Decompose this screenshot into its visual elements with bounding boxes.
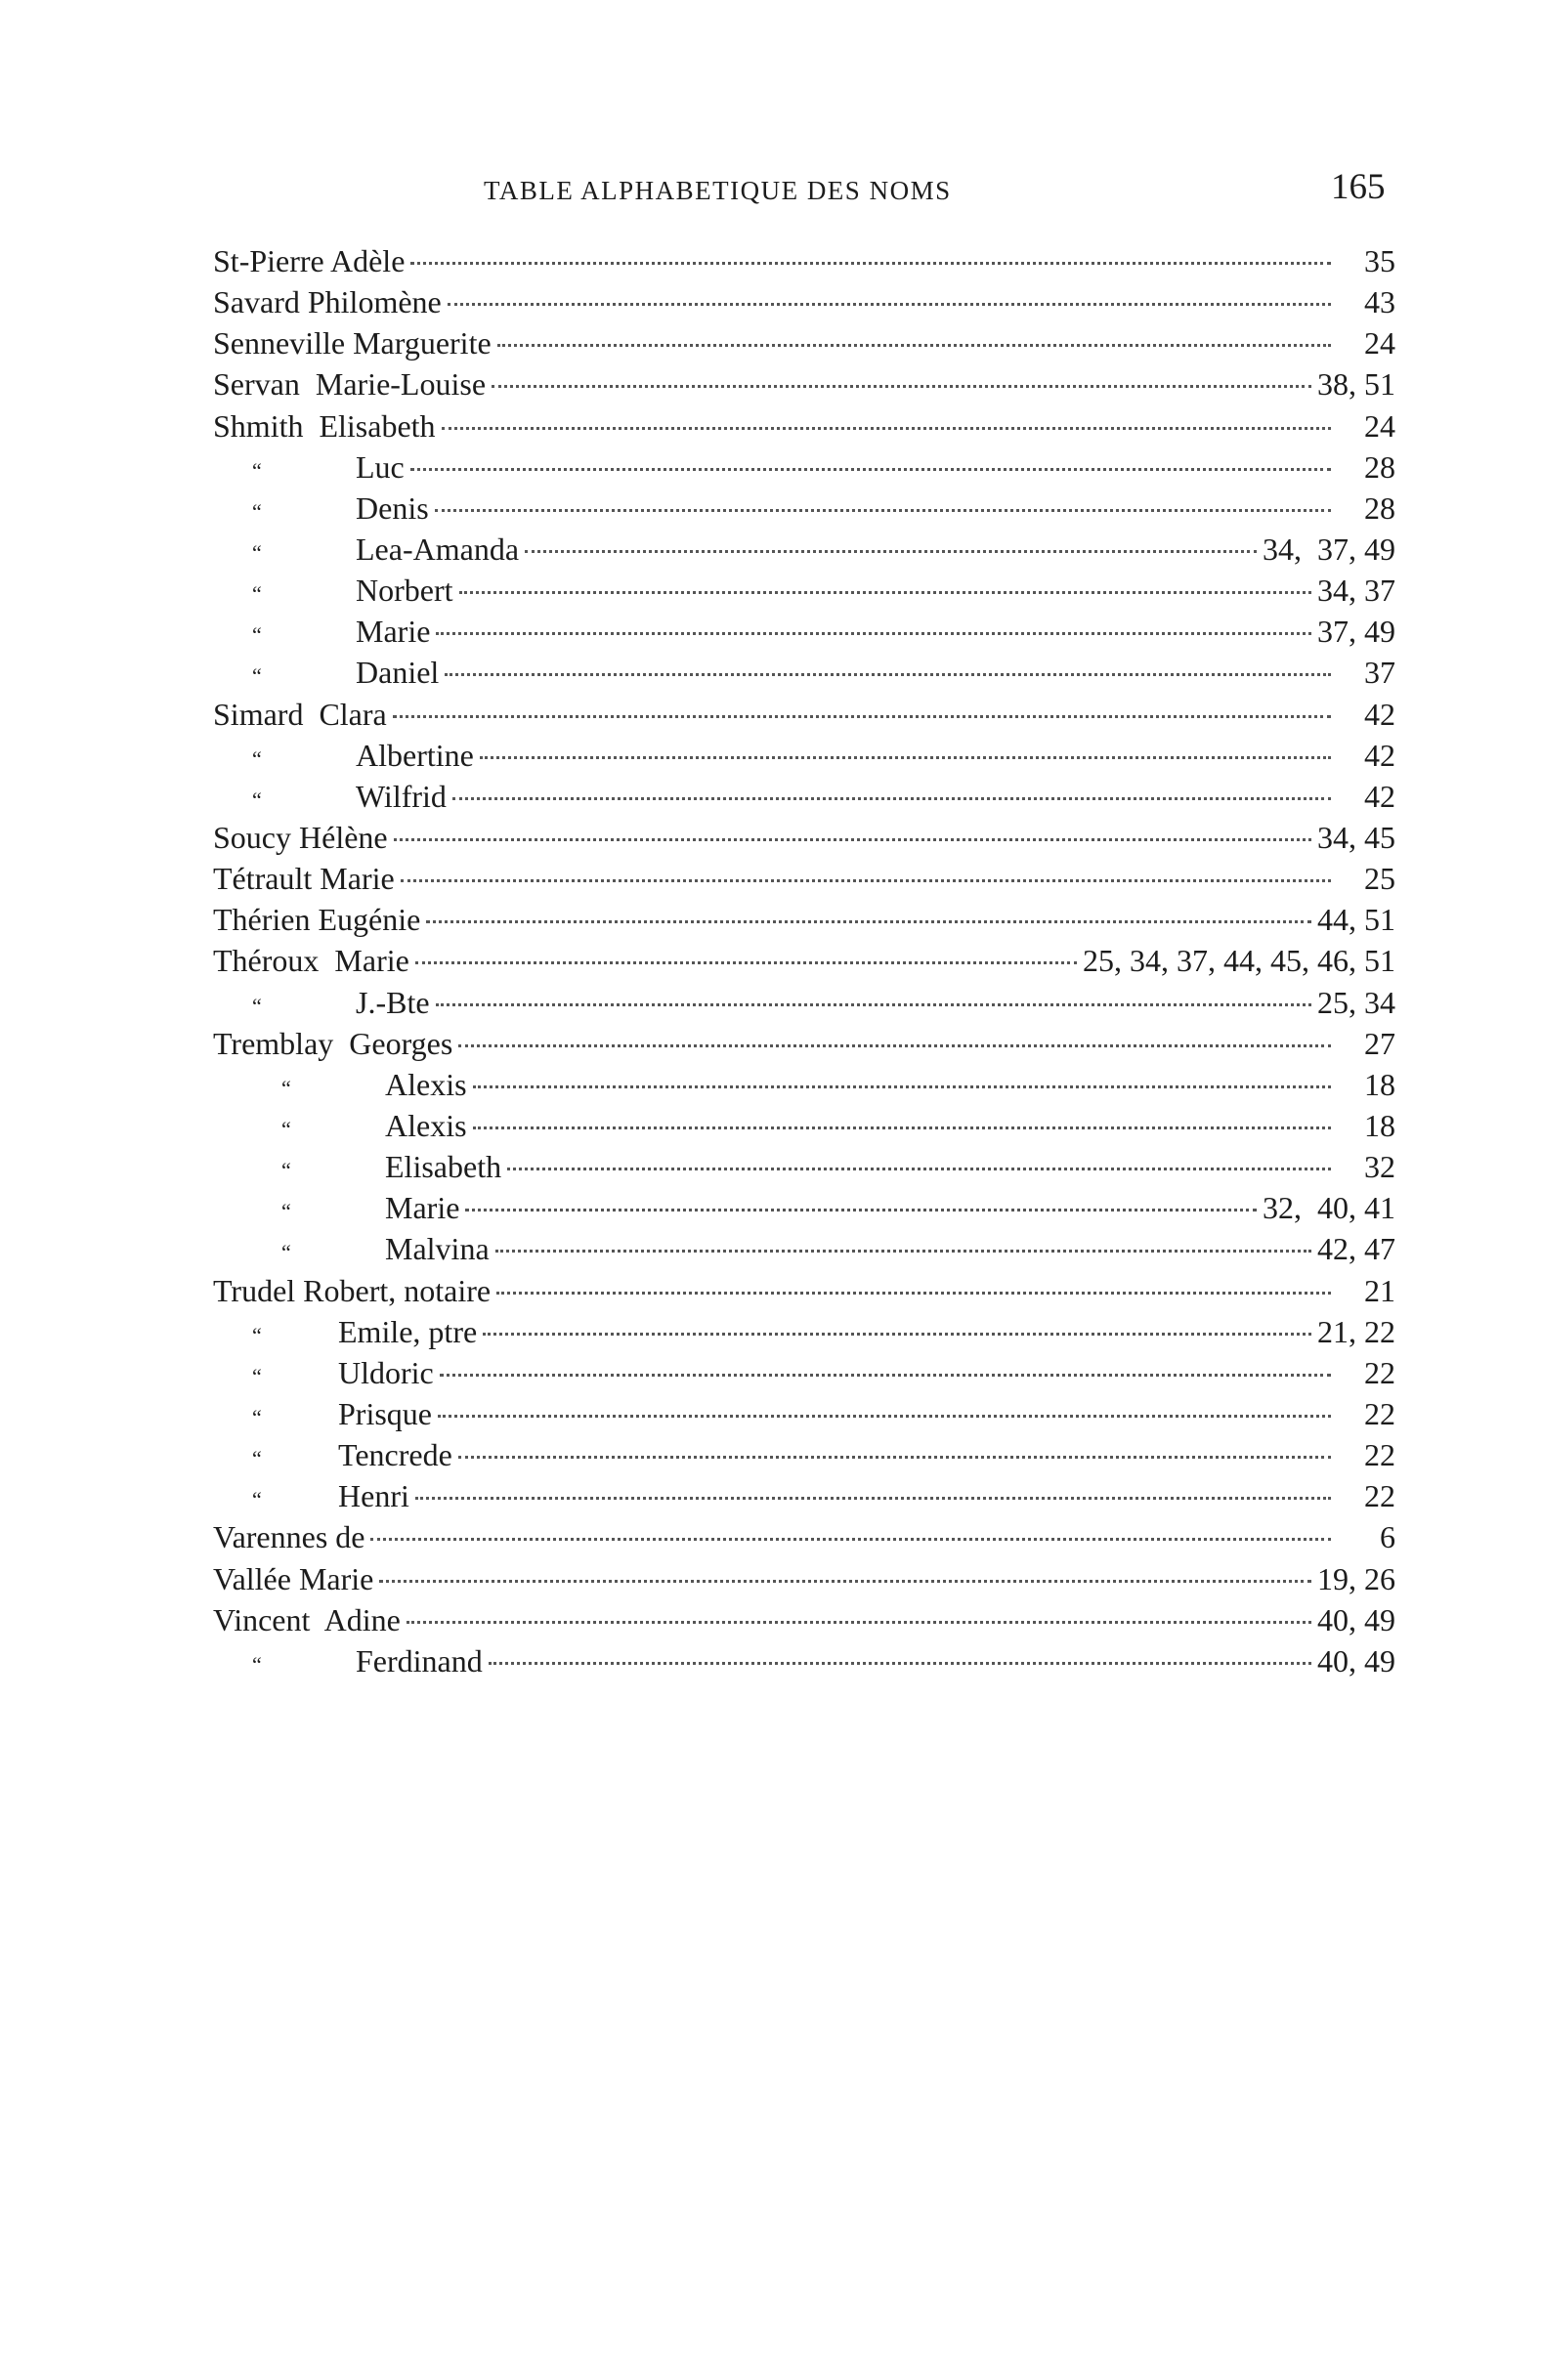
index-entry [213, 1352, 1395, 1393]
entry-pages: 32, 40, 41 [1263, 1190, 1395, 1226]
dot-leader [394, 838, 1311, 841]
entry-name: Emile, ptre [338, 1313, 478, 1349]
ditto-mark: “ [281, 1240, 291, 1265]
entry-name: Trudel Robert, notaire [213, 1272, 492, 1308]
dot-leader [370, 1538, 1331, 1541]
index-entry [213, 776, 1395, 817]
ditto-mark: “ [281, 1158, 291, 1183]
ditto-mark: “ [252, 745, 262, 771]
ditto-mark: “ [281, 1075, 291, 1100]
entry-name: Tétrault Marie [213, 861, 395, 897]
dot-leader [445, 673, 1331, 676]
entry-name: Lea-Amanda [356, 531, 520, 567]
entry-pages: 25, 34, 37, 44, 45, 46, 51 [1083, 943, 1395, 979]
entry-name: Malvina [385, 1231, 490, 1267]
dot-leader [497, 344, 1331, 347]
index-entry [213, 405, 1395, 446]
entry-pages: 37, 49 [1317, 614, 1395, 650]
entry-name: Alexis [385, 1107, 467, 1143]
dot-leader [436, 1003, 1311, 1006]
index-entry [213, 1516, 1395, 1557]
dot-leader [436, 632, 1311, 635]
entry-name: Uldoric [338, 1354, 434, 1390]
entry-name: Henri [338, 1478, 409, 1514]
entry-pages: 34, 45 [1317, 819, 1395, 855]
dot-leader [458, 1456, 1331, 1459]
ditto-mark: “ [252, 457, 262, 483]
dot-leader [440, 1374, 1331, 1377]
entry-name: Albertine [356, 737, 474, 773]
entry-pages: 37 [1364, 655, 1395, 691]
index-entry [213, 1311, 1395, 1352]
dot-leader [435, 509, 1331, 512]
entry-pages: 22 [1364, 1437, 1395, 1473]
index-entry [213, 1434, 1395, 1475]
page-number: 165 [1331, 167, 1386, 207]
index-entry [213, 858, 1395, 899]
ditto-mark: “ [252, 498, 262, 524]
index-entry [213, 281, 1395, 322]
index-entry [213, 240, 1395, 281]
entry-pages: 43 [1364, 284, 1395, 320]
dot-leader [407, 1621, 1311, 1624]
name-index-list [213, 240, 1395, 1681]
index-entry [213, 1187, 1395, 1228]
ditto-mark: “ [252, 539, 262, 565]
entry-pages: 42 [1364, 737, 1395, 773]
index-entry [213, 735, 1395, 776]
entry-pages: 25 [1364, 861, 1395, 897]
entry-name: Servan Marie-Louise [213, 366, 487, 403]
entry-name: Vallée Marie [213, 1560, 374, 1596]
dot-leader [393, 715, 1331, 718]
entry-pages: 18 [1364, 1107, 1395, 1143]
dot-leader [480, 756, 1331, 759]
entry-pages: 18 [1364, 1066, 1395, 1102]
entry-pages: 34, 37 [1317, 573, 1395, 609]
entry-name: Senneville Marguerite [213, 325, 492, 361]
dot-leader [410, 468, 1331, 471]
index-entry [213, 1393, 1395, 1434]
dot-leader [415, 961, 1077, 964]
ditto-mark: “ [252, 993, 262, 1018]
index-entry [213, 611, 1395, 652]
entry-pages: 25, 34 [1317, 984, 1395, 1020]
entry-pages: 40, 49 [1317, 1601, 1395, 1637]
ditto-mark: “ [252, 1487, 262, 1512]
dot-leader [459, 591, 1311, 594]
entry-name: Marie [385, 1190, 460, 1226]
entry-pages: 24 [1364, 325, 1395, 361]
entry-name: Soucy Hélène [213, 819, 388, 855]
index-entry [213, 446, 1395, 488]
entry-name: Tremblay Georges [213, 1025, 453, 1061]
entry-pages: 22 [1364, 1354, 1395, 1390]
entry-name: Wilfrid [356, 778, 447, 814]
dot-leader [507, 1168, 1331, 1170]
entry-pages: 21, 22 [1317, 1313, 1395, 1349]
entry-name: Luc [356, 448, 405, 485]
index-entry [213, 694, 1395, 735]
dot-leader [492, 385, 1311, 388]
entry-pages: 24 [1364, 407, 1395, 444]
entry-pages: 42, 47 [1317, 1231, 1395, 1267]
dot-leader [489, 1662, 1311, 1665]
entry-pages: 40, 49 [1317, 1642, 1395, 1679]
entry-pages: 19, 26 [1317, 1560, 1395, 1596]
entry-pages: 22 [1364, 1395, 1395, 1431]
entry-pages: 6 [1380, 1519, 1395, 1555]
entry-name: Thérien Eugénie [213, 902, 421, 938]
index-entry [213, 529, 1395, 570]
index-entry [213, 982, 1395, 1023]
entry-name: Marie [356, 614, 431, 650]
dot-leader [442, 427, 1331, 430]
entry-name: Elisabeth [385, 1149, 502, 1185]
index-entry [213, 363, 1395, 404]
ditto-mark: “ [252, 1363, 262, 1388]
entry-name: Ferdinand [356, 1642, 483, 1679]
index-entry [213, 570, 1395, 611]
dot-leader [458, 1044, 1331, 1047]
ditto-mark: “ [252, 581, 262, 607]
entry-name: Denis [356, 489, 429, 526]
index-entry [213, 1146, 1395, 1187]
index-entry [213, 1064, 1395, 1105]
entry-name: Simard Clara [213, 696, 387, 732]
index-entry [213, 940, 1395, 981]
entry-pages: 21 [1364, 1272, 1395, 1308]
index-entry [213, 322, 1395, 363]
dot-leader [496, 1292, 1331, 1295]
entry-pages: 42 [1364, 696, 1395, 732]
dot-leader [379, 1580, 1311, 1583]
index-entry [213, 899, 1395, 940]
dot-leader [452, 797, 1331, 800]
index-entry [213, 817, 1395, 858]
index-entry [213, 1640, 1395, 1681]
ditto-mark: “ [252, 663, 262, 689]
entry-name: Prisque [338, 1395, 432, 1431]
entry-name: J.-Bte [356, 984, 430, 1020]
entry-pages: 28 [1364, 489, 1395, 526]
index-entry [213, 1558, 1395, 1599]
ditto-mark: “ [281, 1116, 291, 1141]
index-entry [213, 1270, 1395, 1311]
index-entry [213, 1475, 1395, 1516]
dot-leader [448, 303, 1331, 306]
dot-leader [426, 920, 1311, 923]
index-entry [213, 1105, 1395, 1146]
entry-pages: 28 [1364, 448, 1395, 485]
dot-leader [473, 1126, 1331, 1129]
entry-pages: 44, 51 [1317, 902, 1395, 938]
ditto-mark: “ [252, 622, 262, 648]
dot-leader [438, 1415, 1331, 1418]
dot-leader [410, 262, 1331, 265]
entry-name: St-Pierre Adèle [213, 243, 406, 278]
ditto-mark: “ [252, 786, 262, 812]
dot-leader [401, 879, 1331, 882]
entry-pages: 32 [1364, 1149, 1395, 1185]
index-entry [213, 652, 1395, 693]
entry-pages: 38, 51 [1317, 366, 1395, 403]
dot-leader [483, 1333, 1311, 1336]
index-entry [213, 488, 1395, 529]
entry-name: Varennes de [213, 1519, 365, 1555]
entry-name: Daniel [356, 655, 440, 691]
running-title: TABLE ALPHABETIQUE DES NOMS [484, 176, 952, 205]
entry-pages: 27 [1364, 1025, 1395, 1061]
entry-pages: 22 [1364, 1478, 1395, 1514]
entry-name: Théroux Marie [213, 943, 409, 979]
entry-name: Tencrede [338, 1437, 452, 1473]
entry-name: Savard Philomène [213, 284, 442, 320]
page-header [0, 0, 1542, 225]
index-entry [213, 1023, 1395, 1064]
ditto-mark: “ [252, 1446, 262, 1471]
dot-leader [495, 1250, 1311, 1253]
ditto-mark: “ [281, 1199, 291, 1224]
index-entry [213, 1599, 1395, 1640]
entry-pages: 34, 37, 49 [1263, 531, 1395, 567]
entry-name: Vincent Adine [213, 1601, 401, 1637]
dot-leader [525, 550, 1257, 553]
entry-name: Norbert [356, 573, 453, 609]
entry-name: Alexis [385, 1066, 467, 1102]
entry-name: Shmith Elisabeth [213, 407, 436, 444]
entry-pages: 35 [1364, 243, 1395, 278]
ditto-mark: “ [252, 1404, 262, 1429]
entry-pages: 42 [1364, 778, 1395, 814]
ditto-mark: “ [252, 1651, 262, 1677]
dot-leader [415, 1497, 1331, 1500]
dot-leader [465, 1209, 1257, 1211]
dot-leader [473, 1085, 1331, 1088]
ditto-mark: “ [252, 1322, 262, 1347]
index-entry [213, 1228, 1395, 1269]
